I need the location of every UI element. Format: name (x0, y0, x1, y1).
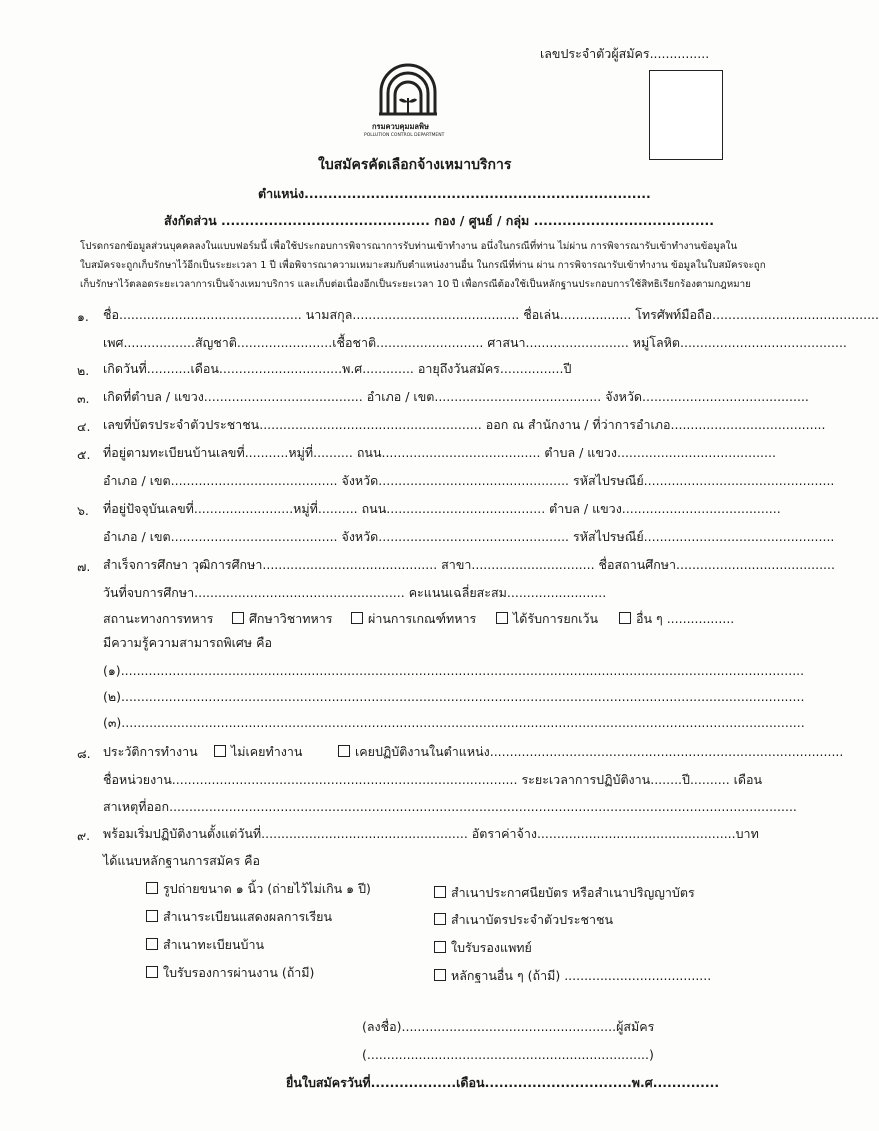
doc-work-certificate[interactable]: ใบรับรองการผ่านงาน (ถ้ามี) (146, 965, 314, 980)
form-title: ใบสมัครคัดเลือกจ้างเหมาบริการ (318, 157, 512, 173)
item-number-5: ๕. (77, 447, 91, 462)
leave-reason-field[interactable]: สาเหตุที่ออก.............................................................................................................................................................. (103, 799, 797, 814)
checkbox-icon[interactable] (351, 612, 363, 624)
doc-medical-certificate[interactable]: ใบรับรองแพทย์ (434, 940, 532, 955)
checkbox-icon[interactable] (146, 882, 158, 894)
employer-field[interactable]: ชื่อหน่วยงาน....................................................................................... ระยะเวลาการปฏิบัติงาน........ปี.......... เดือน (103, 772, 763, 787)
checkbox-icon[interactable] (434, 913, 446, 925)
military-opt-exempt[interactable]: ได้รับการยกเว้น (496, 611, 598, 626)
skill-line-1[interactable]: (๑)............................................................................................................................................................................ (103, 663, 805, 678)
item-number-4: ๔. (77, 419, 91, 434)
doc-diploma[interactable]: สำเนาประกาศนียบัตร หรือสำเนาปริญญาบัตร (434, 885, 695, 900)
documents-label: ได้แนบหลักฐานการสมัคร คือ (103, 853, 260, 868)
intro-line-1: โปรดกรอกข้อมูลส่วนบุคคลลงในแบบฟอร์มนี้ เพื่อใช้ประกอบการพิจารณาการรับท่านเข้าทำงาน อนึ่งในกรณีที่ท่าน ไม่ผ่าน การพิจารณารับเข้าทำงานข้อมูลใน (80, 241, 738, 252)
work-history-label: ประวัติการทำงาน (103, 744, 198, 759)
skill-line-3[interactable]: (๓)............................................................................................................................................................................ (103, 715, 805, 730)
work-opt-previous[interactable]: เคยปฏิบัติงานในตำแหน่ง......................................................................................... (338, 744, 843, 759)
graduation-field[interactable]: วันที่จบการศึกษา..................................................... คะแนนเฉลี่ยสะสม......................... (103, 585, 607, 600)
logo-text-en: POLLUTION CONTROL DEPARTMENT (364, 133, 445, 138)
position-field[interactable]: ตำแหน่ง......................................................................... (258, 186, 651, 201)
checkbox-icon[interactable] (214, 745, 226, 757)
checkbox-icon[interactable] (434, 969, 446, 981)
doc-transcript[interactable]: สำเนาระเบียนแสดงผลการเรียน (146, 909, 332, 924)
skill-line-2[interactable]: (๒)............................................................................................................................................................................ (103, 689, 805, 704)
printed-name-line[interactable]: (.......................................................................) (362, 1047, 654, 1062)
military-opt-other[interactable]: อื่น ๆ ................. (619, 611, 734, 626)
birthdate-field[interactable]: เกิดวันที่...........เดือน...............................พ.ศ............. อายุถึงวันสมัคร................ปี (103, 361, 572, 376)
intro-line-3: เก็บรักษาไว้ตลอดระยะเวลาการเป็นจ้างเหมาบริการ และเก็บต่อเนื่องอีกเป็นระยะเวลา 10 ปี เพื่อกรณีต้องใช้เป็นหลักฐานประกอบการใช้สิทธิเรียกร้องตามกฎหมาย (80, 279, 751, 290)
education-field[interactable]: สำเร็จการศึกษา วุฒิการศึกษา............................................ สาขา............................... ชื่อสถานศึกษา........................................ (103, 557, 835, 572)
military-opt-served[interactable]: ผ่านการเกณฑ์ทหาร (351, 611, 476, 626)
logo-text-th: กรมควบคุมมลพิษ (372, 122, 429, 131)
item-number-8: ๘. (77, 746, 91, 761)
checkbox-icon[interactable] (338, 745, 350, 757)
item-number-2: ๒. (77, 363, 90, 378)
item-number-6: ๖. (77, 503, 89, 518)
item-number-1: ๑. (77, 309, 89, 324)
pcd-logo-icon (377, 62, 439, 118)
registered-address-field[interactable]: ที่อยู่ตามทะเบียนบ้านเลขที่...........หมู่ที่.......... ถนน........................................ ตำบล / แขวง........................................ (103, 445, 776, 460)
start-date-field[interactable]: พร้อมเริ่มปฏิบัติงานตั้งแต่วันที่.................................................... อัตราค่าจ้าง..................................................บาท (103, 826, 759, 841)
checkbox-icon[interactable] (434, 941, 446, 953)
work-opt-none[interactable]: ไม่เคยทำงาน (214, 744, 302, 759)
special-skills-label: มีความรู้ความสามารถพิเศษ คือ (103, 635, 272, 650)
personal-info-field[interactable]: เพศ..................สัญชาติ........................เชื้อชาติ........................... ศาสนา.......................... หมู่โลหิต.......................................... (103, 335, 847, 350)
affiliation-field[interactable]: สังกัดส่วน ............................................ กอง / ศูนย์ / กลุ่ม ...................................... (164, 213, 715, 228)
checkbox-icon[interactable] (496, 612, 508, 624)
signature-line[interactable]: (ลงชื่อ)......................................................ผู้สมัคร (362, 1019, 655, 1034)
id-card-field[interactable]: เลขที่บัตรประจำตัวประชาชน........................................................ ออก ณ สำนักงาน / ที่ว่าการอำเภอ....................................... (103, 417, 826, 432)
applicant-number[interactable]: เลขประจำตัวผู้สมัคร............... (540, 46, 710, 61)
doc-other[interactable]: หลักฐานอื่น ๆ (ถ้ามี) ..................................... (434, 968, 711, 983)
item-number-7: ๗. (77, 559, 91, 574)
military-opt-study[interactable]: ศึกษาวิชาทหาร (232, 611, 333, 626)
doc-photo[interactable]: รูปถ่ายขนาด ๑ นิ้ว (ถ่ายไว้ไม่เกิน ๑ ปี) (146, 881, 371, 896)
checkbox-icon[interactable] (146, 938, 158, 950)
item-number-3: ๓. (77, 391, 90, 406)
checkbox-icon[interactable] (232, 612, 244, 624)
checkbox-icon[interactable] (434, 886, 446, 898)
military-status-label: สถานะทางการทหาร (103, 611, 214, 626)
doc-house-registration[interactable]: สำเนาทะเบียนบ้าน (146, 937, 264, 952)
name-field[interactable]: ชื่อ.............................................. นามสกุล.......................................... ชื่อเล่น.................. โทรศัพท์มือถือ.......................................... (103, 307, 879, 322)
item-number-9: ๙. (77, 828, 91, 843)
photo-box (649, 70, 723, 160)
submission-date-line[interactable]: ยื่นใบสมัครวันที่..................เดือน...............................พ.ศ.............. (286, 1075, 720, 1090)
birthplace-field[interactable]: เกิดที่ตำบล / แขวง........................................ อำเภอ / เขต.......................................... จังหวัด.......................................... (103, 389, 809, 404)
registered-address-field-2[interactable]: อำเภอ / เขต.......................................... จังหวัด................................................ รหัสไปรษณีย์................................................ (103, 473, 835, 488)
checkbox-icon[interactable] (146, 910, 158, 922)
current-address-field[interactable]: ที่อยู่ปัจจุบันเลขที่.........................หมู่ที่.......... ถนน........................................ ตำบล / แขวง........................................ (103, 501, 781, 516)
intro-line-2: ใบสมัครจะถูกเก็บรักษาไว้อีกเป็นระยะเวลา 1 ปี เพื่อพิจารณาความเหมาะสมกับตำแหน่งงานอื่น ในกรณีที่ท่าน ผ่าน การพิจารณารับเข้าทำงาน ข้อมูลในใบสมัครจะถูก (80, 260, 766, 271)
checkbox-icon[interactable] (146, 966, 158, 978)
current-address-field-2[interactable]: อำเภอ / เขต.......................................... จังหวัด................................................ รหัสไปรษณีย์................................................ (103, 529, 835, 544)
doc-id-card[interactable]: สำเนาบัตรประจำตัวประชาชน (434, 912, 613, 927)
checkbox-icon[interactable] (619, 612, 631, 624)
